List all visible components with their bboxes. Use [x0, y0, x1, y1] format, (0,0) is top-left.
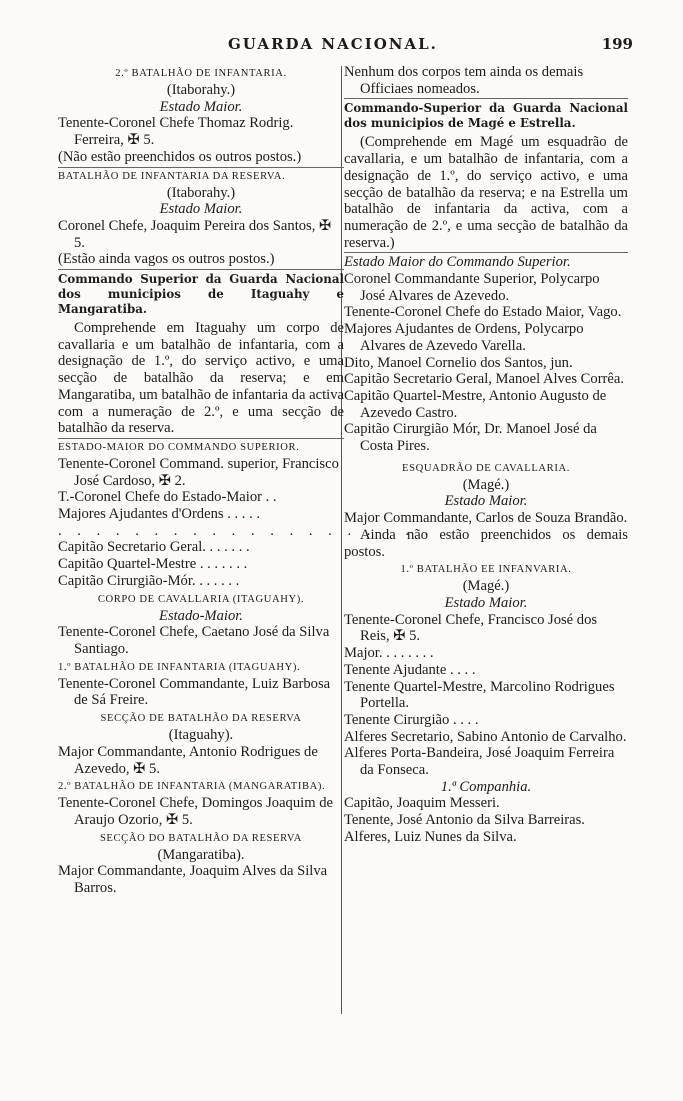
officer-entry: Capitão Quartel-Mestre, Antonio Augusto de Azevedo Castro. [344, 387, 607, 421]
page-header [0, 35, 683, 59]
staff-heading: Estado-Maior. [159, 607, 243, 624]
staff-heading: Estado Maior. [159, 201, 243, 218]
right-column [344, 64, 628, 846]
place-label: (Mangaratiba). [157, 846, 245, 863]
section-heading: 2.º BATALHÃO DE INFANTARIA (MANGARATIBA). [58, 781, 326, 793]
officer-entry: Tenente, José Antonio da Silva Barreiras. [344, 812, 585, 829]
officer-entry: Capitão Cirurgião Mór, Dr. Manoel José da Costa Pires. [344, 421, 597, 455]
officer-entry: Tenente-Coronel Chefe Thomaz Rodrig. Ferreira, ✠ 5. [58, 115, 294, 149]
note-entry: Ainda não estão preenchidos os demais postos. [344, 526, 628, 560]
command-description: Comprehende em Itaguahy um corpo de cavallaria e um batalhão de infantaria, com a designação de 1.º, do serviço activo, e uma secção de batalhão da reserva; e em Mangaratiba, um batalhão de infantaria da activa com a numeração de 2.º, e uma secção de batalhão da reserva. [58, 320, 344, 437]
officer-entry: Alferes Secretario, Sabino Antonio de Carvalho. [344, 728, 627, 745]
officer-entry: Capitão, Joaquim Messeri. [344, 795, 500, 812]
officer-entry: T.-Coronel Chefe do Estado-Maior . . [58, 489, 277, 506]
officer-entry: Major Commandante, Joaquim Alves da Silva Barros. [58, 863, 328, 897]
officer-entry: Tenente-Coronel Chefe, Domingos Joaquim de Araujo Ozorio, ✠ 5. [58, 795, 333, 828]
staff-heading: Estado Maior. [444, 594, 528, 611]
page-number: 199 [601, 35, 633, 53]
place-label: (Itaborahy.) [166, 82, 236, 98]
officer-entry: Major. . . . . . . . [344, 645, 434, 662]
section-heading: ESQUADRÃO DE CAVALLARIA. [402, 462, 570, 474]
staff-heading: Estado Maior. [159, 98, 243, 115]
note-entry: Nenhum dos corpos tem ainda os demais Officiaes nomeados. [344, 64, 584, 97]
officer-entry: Tenente Ajudante . . . . [344, 661, 476, 678]
note-entry: (Não estão preenchidos os outros postos.) [58, 148, 302, 165]
section-heading: BATALHÃO DE INFANTARIA DA RESERVA. [58, 167, 344, 185]
command-heading: Commando Superior da Guarda Nacional dos municipios de Itaguahy e Mangaratiba. [58, 269, 344, 317]
officer-entry: Majores Ajudantes de Ordens, Polycarpo Alvares de Azevedo Varella. [344, 321, 584, 354]
officer-entry: Tenente-Coronel Command. superior, Francisco José Cardoso, ✠ 2. [58, 455, 339, 489]
section-heading: SECÇÃO DO BATALHÃO DA RESERVA [99, 832, 303, 844]
officer-entry: Coronel Commandante Superior, Polycarpo José Alvares de Azevedo. [344, 271, 600, 304]
note-entry: (Estão ainda vagos os outros postos.) [58, 251, 275, 268]
command-heading: Commando-Superior da Guarda Nacional dos municipios de Magé e Estrella. [344, 98, 628, 131]
officer-entry: Capitão Secretario Geral. . . . . . . [58, 539, 250, 556]
officer-entry: Alferes Porta-Bandeira, José Joaquim Ferreira da Fonseca. [344, 745, 615, 779]
officer-entry: Majores Ajudantes d'Ordens . . . . . [58, 506, 261, 523]
officer-entry: Major Commandante, Antonio Rodrigues de Azevedo, ✠ 5. [58, 743, 318, 777]
section-heading: SECÇÃO DE BATALHÃO DA RESERVA [100, 713, 302, 725]
staff-heading: Estado Maior. [444, 493, 528, 510]
running-title: GUARDA NACIONAL. [228, 35, 438, 53]
section-heading: 2.º BATALHÃO DE INFANTARIA. [115, 68, 287, 79]
place-label: (Itaguahy). [168, 727, 234, 744]
section-heading: 1.º BATALHÃO EE INFANVARIA. [400, 564, 572, 576]
section-heading: 1.º BATALHÃO DE INFANTARIA (ITAGUAHY). [58, 661, 301, 673]
place-label: (Magé.) [462, 476, 510, 493]
officer-entry: Capitão Cirurgião-Mór. . . . . . . [58, 572, 240, 589]
officer-entry: Tenente-Coronel Chefe do Estado Maior, Vago. [344, 304, 622, 321]
place-label: (Itaborahy.) [166, 184, 236, 201]
command-description: (Comprehende em Magé um esquadrão de cavallaria, e um batalhão de infantaria, com a designação de 1.º, do serviço activo, e uma secção de batalhão da reserva; e na Estrella um batalhão de infantaria da activa, com a numeração de 2.º, e uma secção de batalhão da reserva.) [344, 134, 628, 251]
place-label: (Magé.) [462, 578, 510, 595]
dotted-line: . . . . . . . . . . . . . . . . . . . . [58, 522, 435, 539]
officer-entry: Capitão Secretario Geral, Manoel Alves Corrêa. [344, 371, 625, 388]
officer-entry: Alferes, Luiz Nunes da Silva. [344, 828, 517, 845]
section-heading: CORPO DE CAVALLARIA (ITAGUAHY). [97, 593, 305, 605]
officer-entry: Major Commandante, Carlos de Souza Brandão. [344, 510, 628, 527]
officer-entry: Tenente-Coronel Chefe, Francisco José dos Reis, ✠ 5. [344, 611, 598, 645]
officer-entry: Capitão Quartel-Mestre . . . . . . . [58, 556, 248, 573]
officer-entry: Tenente Cirurgião . . . . [344, 711, 479, 728]
officer-entry: Coronel Chefe, Joaquim Pereira dos Santos, ✠ 5. [58, 217, 332, 251]
officer-entry: Tenente-Coronel Chefe, Caetano José da Silva Santiago. [58, 624, 330, 657]
company-heading: 1.ª Companhia. [440, 778, 532, 795]
officer-entry: Tenente-Coronel Commandante, Luiz Barbosa de Sá Freire. [58, 675, 331, 709]
officer-entry: Dito, Manoel Cornelio dos Santos, jun. [344, 354, 573, 371]
section-heading: ESTADO-MAIOR DO COMMANDO SUPERIOR. [58, 438, 344, 456]
officer-entry: Tenente Quartel-Mestre, Marcolino Rodrigues Portella. [344, 678, 615, 712]
staff-heading: Estado Maior do Commando Superior. [344, 252, 628, 271]
